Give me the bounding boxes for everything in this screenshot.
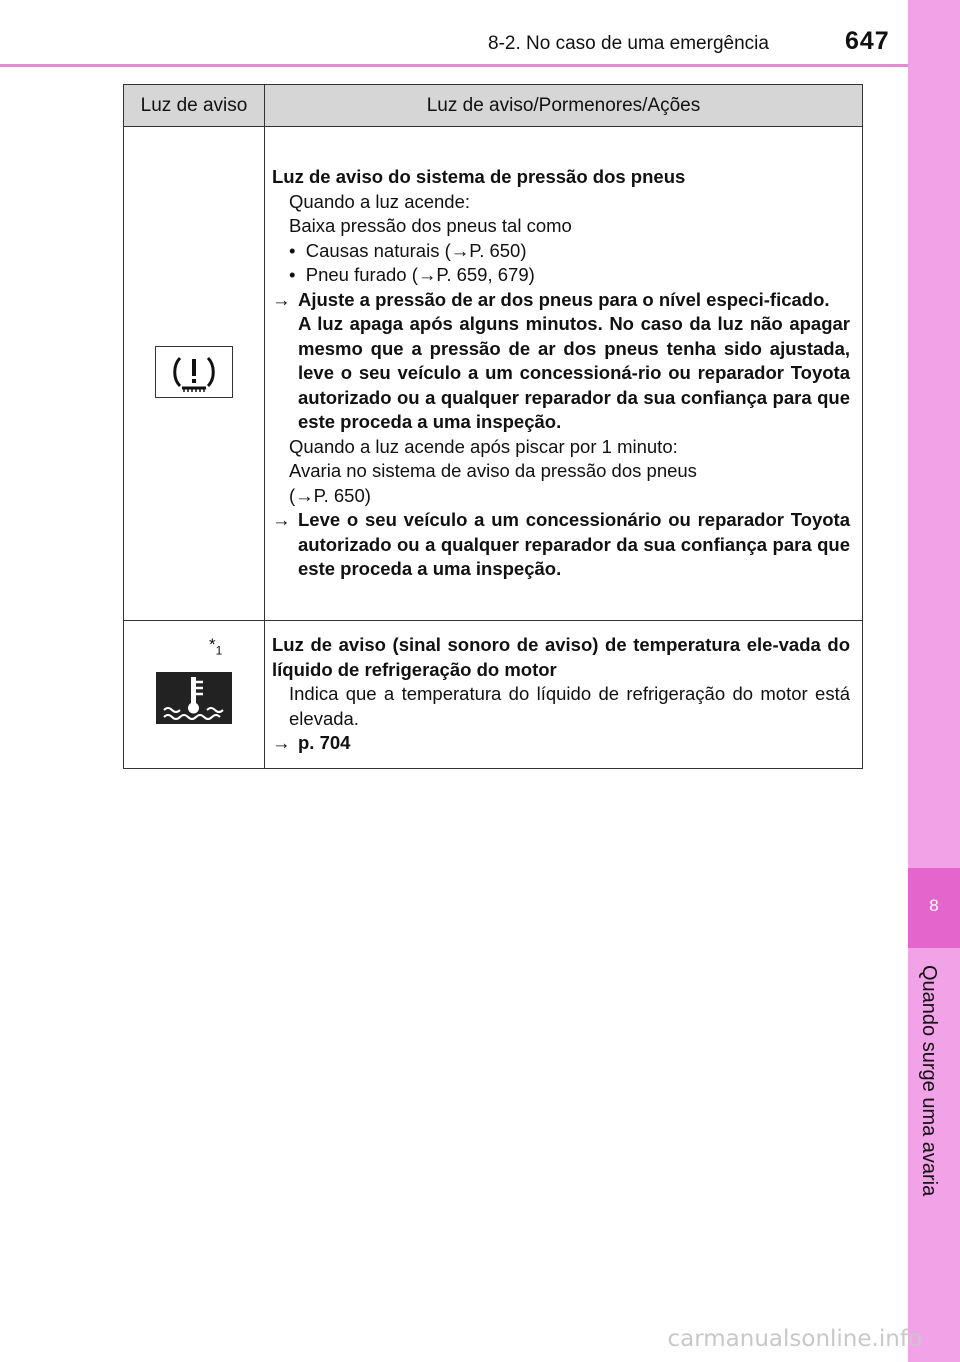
icon-cell bbox=[124, 621, 265, 769]
list-item: • Pneu furado (→P. 659, 679) bbox=[289, 264, 535, 286]
arrow-icon: → bbox=[272, 732, 291, 753]
chapter-title: Quando surge uma avaria bbox=[918, 965, 940, 1197]
action-detail: A luz apaga após alguns minutos. No caso da luz não apagar mesmo que a pressão de ar dos pneus tenha sido ajustada, leve o seu veículo a um concessioná-rio ou reparador Toyota autorizado ou a qualquer reparador da sua confiança para que este proceda a uma inspeção. bbox=[298, 313, 850, 433]
row-title: Luz de aviso (sinal sonoro de aviso) de temperatura ele-vada do líquido de refrigeração do motor bbox=[272, 634, 850, 680]
page-number: 647 bbox=[845, 27, 890, 55]
icon-cell bbox=[124, 127, 265, 621]
watermark: carmanualsonline.info bbox=[667, 1326, 922, 1352]
coolant-temperature-icon bbox=[156, 672, 232, 724]
tire-pressure-warning-icon bbox=[155, 346, 233, 398]
malfunction-text: Avaria no sistema de aviso da pressão dos pneus bbox=[289, 460, 697, 482]
cause-text: Baixa pressão dos pneus tal como bbox=[289, 215, 572, 237]
condition-text: Quando a luz acende: bbox=[289, 190, 471, 212]
chapter-number: 8 bbox=[929, 896, 939, 915]
warning-light-table bbox=[123, 84, 863, 769]
description-text: Indica que a temperatura do líquido de refrigeração do motor está elevada. bbox=[289, 683, 850, 729]
table-row bbox=[124, 127, 863, 621]
header-section-title: 8-2. No caso de uma emergência bbox=[488, 33, 769, 54]
table-header-row bbox=[124, 85, 863, 127]
action-text: Ajuste a pressão de ar dos pneus para o nível especi-ficado. bbox=[298, 288, 830, 310]
footnote-marker: $*_1$ bbox=[209, 635, 223, 658]
table-row bbox=[124, 621, 863, 769]
action-text: Leve o seu veículo a um concessionário ou reparador Toyota autorizado ou a qualquer reparador da sua confiança para que este proceda a uma inspeção. bbox=[298, 509, 850, 580]
column-header-light: Luz de aviso bbox=[124, 85, 265, 127]
column-header-details: Luz de aviso/Pormenores/Ações bbox=[265, 85, 863, 127]
row-title: Luz de aviso do sistema de pressão dos pneus bbox=[272, 166, 686, 188]
arrow-icon: → bbox=[272, 509, 291, 531]
condition-text: Quando a luz acende após piscar por 1 minuto: bbox=[289, 435, 678, 457]
details-cell bbox=[265, 127, 863, 621]
action-line bbox=[272, 508, 850, 582]
list-item: • Causas naturais (→P. 650) bbox=[289, 239, 527, 261]
action-line bbox=[272, 288, 850, 435]
header-rule bbox=[0, 64, 908, 67]
arrow-icon: → bbox=[272, 288, 291, 310]
page-reference: (→P. 650) bbox=[289, 484, 371, 506]
details-cell bbox=[265, 621, 863, 769]
page-reference: p. 704 bbox=[298, 732, 351, 753]
action-line bbox=[272, 731, 850, 756]
